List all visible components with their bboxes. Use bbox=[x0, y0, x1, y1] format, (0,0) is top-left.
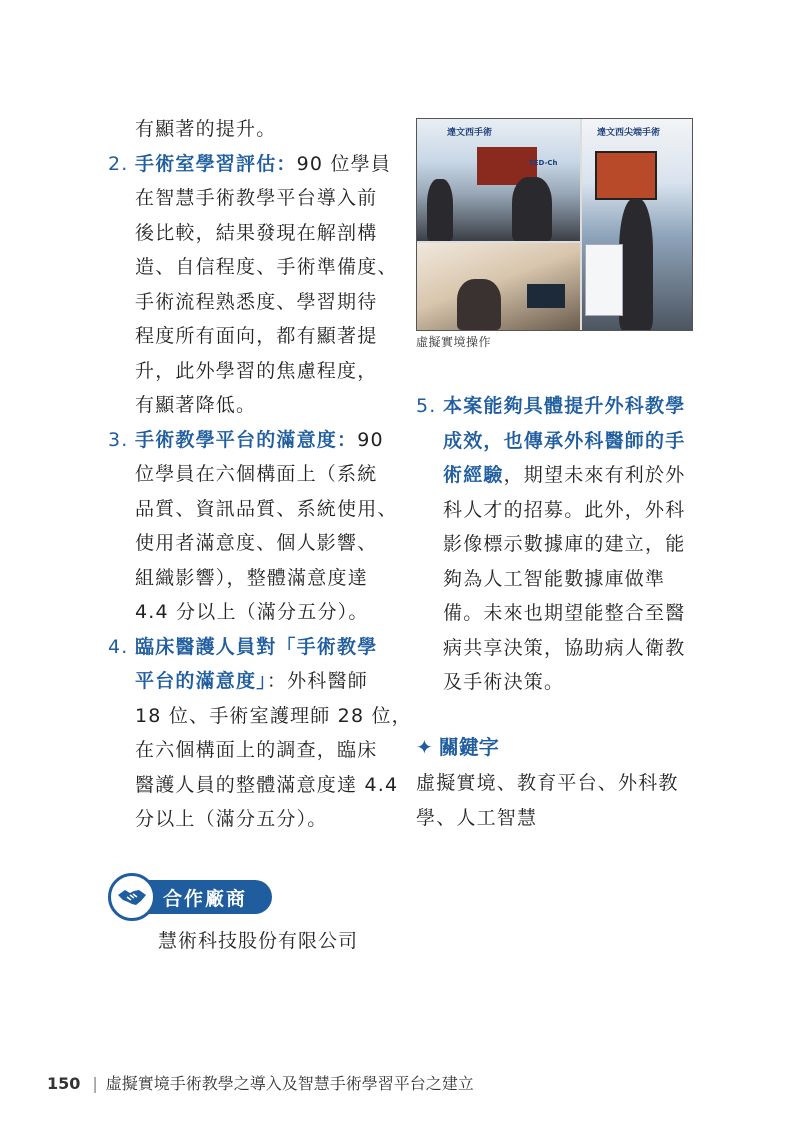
handshake-icon bbox=[108, 873, 156, 921]
item2-first-line bbox=[108, 147, 398, 182]
item5-line: 科人才的招募。此外，外科 bbox=[443, 498, 686, 521]
item2-line-0: 90 位學員 bbox=[296, 152, 392, 175]
photo-sign-left: 達文西手術 bbox=[447, 128, 493, 138]
partner-label: 合作廠商 bbox=[163, 888, 248, 910]
partner-badge bbox=[110, 880, 272, 914]
item2-line: 有顯著降低。 bbox=[135, 394, 257, 416]
item4-line-0: ：外科醫師 bbox=[266, 670, 368, 692]
item5-line: 病共享決策，協助病人衛教 bbox=[443, 636, 686, 659]
page-footer bbox=[47, 1071, 474, 1094]
item2-line: 手術流程熟悉度、學習期待 bbox=[135, 290, 378, 313]
photo-caption: 虛擬實境操作 bbox=[416, 335, 492, 349]
photo-sign-mid: TED-Ch bbox=[529, 159, 558, 167]
page-number: 150 bbox=[47, 1074, 81, 1093]
item3-line: 位學員在六個構面上（系統 bbox=[135, 463, 378, 485]
left-column bbox=[108, 112, 412, 837]
keywords-line: 學、人工智慧 bbox=[416, 806, 538, 829]
item3-title: 手術教學平台的滿意度： bbox=[135, 428, 358, 451]
item5-first-line bbox=[416, 389, 706, 424]
item5-title-line2: 成效，也傳承外科醫師的手 bbox=[443, 429, 686, 452]
photo-screen bbox=[595, 151, 657, 200]
item2-line: 升，此外學習的焦慮程度， bbox=[135, 359, 378, 382]
item5-number: 5. bbox=[416, 395, 437, 417]
item4-title-line2: 平台的滿意度」 bbox=[135, 670, 267, 692]
four-point-star-icon: ✦ bbox=[416, 735, 433, 759]
item4-second-line bbox=[108, 664, 398, 699]
item5-line: 影像標示數據庫的建立，能 bbox=[443, 533, 686, 555]
item5-third-line bbox=[416, 458, 706, 493]
item5-line: 及手術決策。 bbox=[443, 671, 565, 693]
photo-person bbox=[512, 177, 552, 241]
item3-line: 4.4 分以上（滿分五分）。 bbox=[135, 601, 369, 623]
item2-line: 程度所有面向，都有顯著提 bbox=[135, 325, 378, 347]
vr-operation-photo bbox=[416, 118, 693, 331]
photo-person bbox=[427, 179, 453, 241]
item3-line-0: 90 bbox=[357, 428, 384, 451]
partner-company-name: 慧術科技股份有限公司 bbox=[158, 930, 359, 952]
item2-number: 2. bbox=[108, 152, 129, 175]
item3-line: 品質、資訊品質、系統使用、 bbox=[135, 497, 398, 520]
item5-line-0: ，期望未來有利於外 bbox=[503, 464, 686, 486]
item2-line: 造、自信程度、手術準備度、 bbox=[135, 256, 398, 278]
item3-line: 使用者滿意度、個人影響、 bbox=[135, 532, 378, 554]
item5-title-line1: 本案能夠具體提升外科教學 bbox=[443, 395, 686, 417]
item4-line: 醫護人員的整體滿意度達 4.4 bbox=[135, 773, 399, 796]
photo-person bbox=[457, 279, 501, 330]
item4-title-line1: 臨床醫護人員對「手術教學 bbox=[135, 635, 378, 658]
footer-title: 虛擬實境手術教學之導入及智慧手術學習平台之建立 bbox=[105, 1074, 474, 1093]
keywords-text bbox=[416, 766, 706, 835]
item4-number: 4. bbox=[108, 635, 129, 658]
item1-continuation: 有顯著的提升。 bbox=[135, 118, 277, 140]
item4-line: 18 位、手術室護理師 28 位， bbox=[135, 704, 412, 727]
keywords-heading: 關鍵字 bbox=[438, 735, 499, 759]
handshake-icon-graphic bbox=[117, 886, 147, 908]
photo-podium bbox=[585, 244, 623, 316]
photo-sign-right: 達文西尖端手術 bbox=[597, 128, 661, 138]
item4-line: 分以上（滿分五分）。 bbox=[135, 808, 328, 830]
keywords-line: 虛擬實境、教育平台、外科教 bbox=[416, 772, 679, 794]
item2-line: 後比較，結果發現在解剖構 bbox=[135, 221, 378, 244]
right-column bbox=[416, 389, 706, 700]
photo-laptop bbox=[527, 284, 565, 308]
item3-line: 組織影響），整體滿意度達 bbox=[135, 566, 368, 589]
photo-person bbox=[619, 199, 653, 330]
item5-title-line2-row bbox=[416, 424, 706, 459]
item5-line: 夠為人工智能數據庫做準 bbox=[443, 567, 666, 590]
item5-title-line3: 術經驗 bbox=[443, 464, 504, 486]
item3-number: 3. bbox=[108, 428, 129, 451]
item4-line: 在六個構面上的調查，臨床 bbox=[135, 739, 378, 761]
item2-title: 手術室學習評估： bbox=[135, 152, 297, 175]
item2-line: 在智慧手術教學平台導入前 bbox=[135, 187, 378, 209]
item5-line: 備。未來也期望能整合至醫 bbox=[443, 602, 686, 624]
keywords-heading-row bbox=[416, 732, 499, 762]
item3-first-line bbox=[108, 423, 398, 458]
footer-separator: | bbox=[92, 1074, 98, 1093]
item4-first-line bbox=[108, 630, 398, 665]
